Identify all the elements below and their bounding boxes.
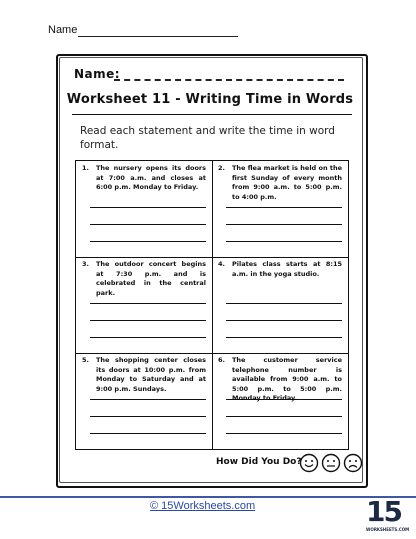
question-number: 2. <box>218 164 225 172</box>
feedback-faces <box>299 453 365 473</box>
answer-line[interactable] <box>226 320 342 321</box>
answer-line[interactable] <box>226 416 342 417</box>
how-did-you-do-label: How Did You Do? <box>216 457 302 467</box>
answer-line[interactable] <box>226 241 342 242</box>
question-cell-5 <box>76 353 212 449</box>
question-cell-6 <box>212 353 348 449</box>
answer-line[interactable] <box>226 224 342 225</box>
answer-line[interactable] <box>90 433 206 434</box>
answer-line[interactable] <box>226 337 342 338</box>
answer-line[interactable] <box>90 320 206 321</box>
worksheet-name-label: Name: <box>74 67 121 81</box>
question-text: The nursery opens its doors at 7:00 a.m. and closes at 6:00 p.m. Monday to Friday. <box>96 164 206 191</box>
name-label: Name <box>48 24 78 36</box>
answer-line[interactable] <box>90 416 206 417</box>
instructions-text: Read each statement and write the time in word format. <box>80 125 335 151</box>
answer-line[interactable] <box>226 399 342 400</box>
question-cell-3 <box>76 257 212 353</box>
title-underline <box>72 114 352 115</box>
questions-grid <box>75 160 349 450</box>
logo-number: 15 <box>366 495 401 528</box>
question-text: The outdoor concert begins at 7:30 p.m. and is celebrated in the central park. <box>96 260 206 297</box>
neutral-face-icon[interactable] <box>323 455 340 472</box>
answer-line[interactable] <box>90 241 206 242</box>
answer-line[interactable] <box>90 224 206 225</box>
logo-text: WORKSHEETS.COM <box>366 527 410 532</box>
question-number: 1. <box>82 164 89 172</box>
answer-line[interactable] <box>90 399 206 400</box>
name-input-line[interactable] <box>78 36 238 37</box>
question-cell-1 <box>76 161 212 257</box>
question-number: 3. <box>82 260 89 268</box>
footer-divider <box>0 496 416 498</box>
question-cell-4 <box>212 257 348 353</box>
question-text: Pilates class starts at 8:15 a.m. in the yoga studio. <box>232 260 342 278</box>
question-text: The flea market is held on the first Sunday of every month from 9:00 a.m. to 5:00 p.m. to 4:00 p.m. <box>232 164 342 201</box>
answer-line[interactable] <box>226 303 342 304</box>
question-number: 6. <box>218 356 225 364</box>
answer-line[interactable] <box>90 337 206 338</box>
answer-line[interactable] <box>90 207 206 208</box>
worksheet-name-line[interactable] <box>114 79 344 81</box>
question-number: 4. <box>218 260 225 268</box>
answer-line[interactable] <box>226 433 342 434</box>
sad-face-icon[interactable] <box>345 455 362 472</box>
answer-line[interactable] <box>226 207 342 208</box>
question-cell-2 <box>212 161 348 257</box>
question-text: The customer service telephone number is available from 9:00 a.m. to 5:00 p.m. to 5:00 p.m. Monday to Friday. <box>232 356 342 402</box>
worksheets-logo <box>366 495 410 535</box>
question-number: 5. <box>82 356 89 364</box>
question-text: The shopping center closes its doors at 10:00 p.m. from Monday to Saturday and at 9:00 p.m. Sundays. <box>96 356 206 393</box>
answer-line[interactable] <box>90 303 206 304</box>
worksheet-title: Worksheet 11 - Writing Time in Words <box>66 92 354 107</box>
happy-face-icon[interactable] <box>301 455 318 472</box>
footer-link[interactable]: © 15Worksheets.com <box>150 500 256 512</box>
